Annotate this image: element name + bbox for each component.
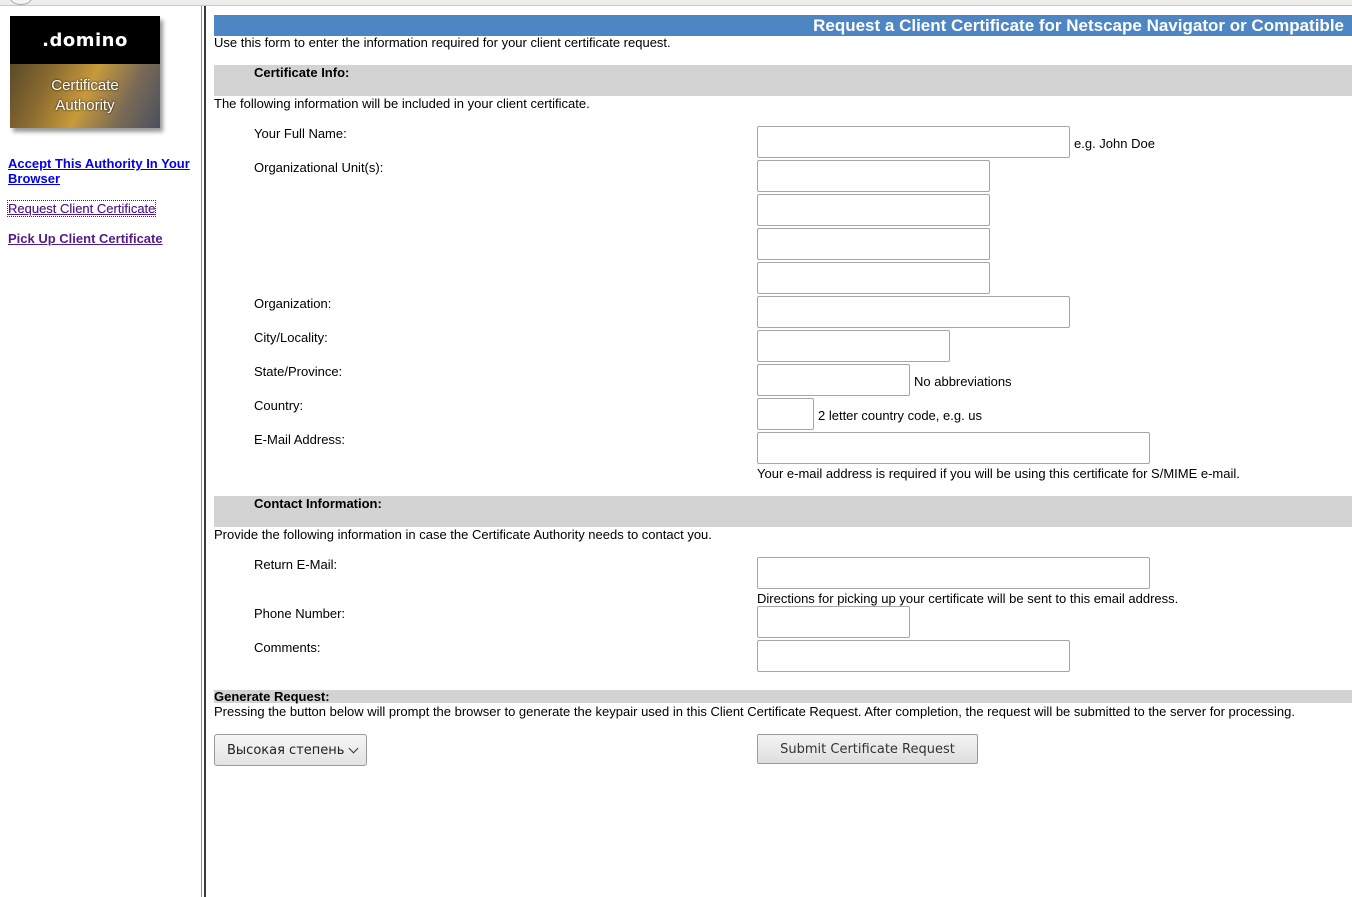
return-email-input[interactable] — [757, 557, 1150, 589]
frame-divider[interactable] — [201, 6, 206, 897]
org-unit-input-1[interactable] — [757, 160, 990, 192]
domino-ca-logo — [10, 16, 160, 128]
email-input[interactable] — [757, 432, 1150, 464]
certificate-info-heading: Certificate Info: — [254, 65, 350, 80]
logo-brand: .domino — [42, 29, 128, 51]
state-input[interactable] — [757, 364, 910, 396]
generate-request-heading: Generate Request: — [214, 689, 330, 704]
page-title: Request a Client Certificate for Netscape Navigator or Compatible — [813, 16, 1344, 35]
request-client-certificate-link[interactable]: Request Client Certificate — [8, 201, 156, 216]
accept-authority-link[interactable]: Accept This Authority In Your Browser — [8, 156, 190, 186]
logo-line-1: Certificate — [51, 77, 119, 94]
full-name-hint: e.g. John Doe — [1074, 136, 1155, 151]
full-name-input[interactable] — [757, 126, 1070, 158]
comments-label: Comments: — [254, 640, 321, 655]
phone-label: Phone Number: — [254, 606, 346, 621]
contact-info-header — [214, 496, 1352, 527]
generate-request-header — [214, 690, 1352, 703]
intro-text: Use this form to enter the information required for your client certificate request. — [214, 35, 671, 50]
country-label: Country: — [254, 398, 304, 413]
full-name-label: Your Full Name: — [254, 126, 347, 141]
browser-button-icon — [10, 0, 32, 5]
main-content-frame — [214, 6, 1352, 897]
key-strength-value: Высокая степень — [227, 742, 345, 758]
email-label: E-Mail Address: — [254, 432, 346, 447]
org-unit-input-4[interactable] — [757, 262, 990, 294]
left-navigation-frame — [0, 6, 201, 897]
state-hint: No abbreviations — [914, 374, 1012, 389]
organization-label: Organization: — [254, 296, 332, 311]
generate-request-description: Pressing the button below will prompt the browser to generate the keypair used in this Client Certificate Request. After completion, the request will be submitted to the server for processing. — [214, 704, 1295, 719]
org-unit-input-2[interactable] — [757, 194, 990, 226]
title-bar — [214, 15, 1352, 36]
phone-input[interactable] — [757, 606, 910, 638]
country-hint: 2 letter country code, e.g. us — [818, 408, 983, 423]
return-email-label: Return E-Mail: — [254, 557, 338, 572]
certificate-info-header — [214, 65, 1352, 96]
city-input[interactable] — [757, 330, 950, 362]
org-unit-label: Organizational Unit(s): — [254, 160, 384, 175]
logo-line-2: Authority — [55, 97, 115, 114]
city-label: City/Locality: — [254, 330, 328, 345]
contact-info-description: Provide the following information in case the Certificate Authority needs to contact you. — [214, 527, 712, 542]
comments-input[interactable] — [757, 640, 1070, 672]
state-label: State/Province: — [254, 364, 343, 379]
pick-up-client-certificate-link[interactable]: Pick Up Client Certificate — [8, 231, 163, 246]
certificate-info-description: The following information will be included in your client certificate. — [214, 96, 590, 111]
key-strength-select[interactable] — [214, 734, 367, 766]
return-email-hint: Directions for picking up your certificate will be sent to this email address. — [757, 591, 1179, 606]
org-unit-input-3[interactable] — [757, 228, 990, 260]
chevron-down-icon — [349, 743, 359, 753]
email-hint: Your e-mail address is required if you will be using this certificate for S/MIME e-mail. — [757, 466, 1240, 481]
organization-input[interactable] — [757, 296, 1070, 328]
submit-certificate-request-button[interactable]: Submit Certificate Request — [757, 734, 978, 764]
contact-info-heading: Contact Information: — [254, 496, 382, 511]
country-input[interactable] — [757, 398, 814, 430]
